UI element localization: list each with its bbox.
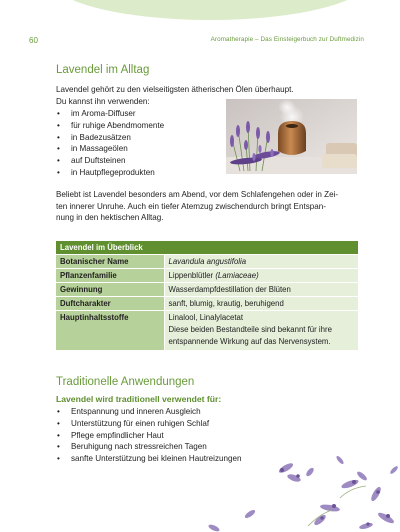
photo-illustration bbox=[226, 99, 357, 174]
list-item: • in Massageölen bbox=[56, 143, 164, 155]
list-item: • auf Duftsteinen bbox=[56, 155, 164, 167]
section-title-lavendel-im-alltag: Lavendel im Alltag bbox=[56, 64, 150, 76]
lavender-diffuser-photo bbox=[226, 99, 357, 174]
table-value: Wasserdampfdestillation der Blüten bbox=[164, 283, 358, 297]
table-row bbox=[56, 297, 358, 311]
intro-line-2: Du kannst ihn verwenden: bbox=[56, 96, 150, 106]
lavender-overview-table bbox=[56, 241, 358, 351]
paragraph-line: nung in den hektischen Alltag. bbox=[56, 213, 164, 223]
table-row bbox=[56, 269, 358, 283]
list-item: • in Badezusätzen bbox=[56, 132, 164, 144]
table-row bbox=[56, 283, 358, 297]
value-line: Diese beiden Bestandteile sind bekannt für ihre bbox=[168, 325, 332, 334]
lavender-blossoms-decoration bbox=[190, 448, 400, 532]
top-decorative-arc bbox=[50, 0, 370, 20]
table-row bbox=[56, 311, 358, 351]
uses-list bbox=[56, 108, 164, 179]
table-value: sanft, blumig, krautig, beruhigend bbox=[164, 297, 358, 311]
table-row bbox=[56, 255, 358, 269]
list-item: • für ruhige Abendmomente bbox=[56, 120, 164, 132]
traditional-uses-subhead: Lavendel wird traditionell verwendet für: bbox=[56, 394, 222, 404]
list-item: • sanfte Unterstützung bei kleinen Hautreizungen bbox=[56, 453, 242, 465]
table-key: Botanischer Name bbox=[56, 255, 164, 269]
family-latin: (Lamiaceae) bbox=[215, 271, 259, 280]
paragraph-line: Beliebt ist Lavendel besonders am Abend, vor dem Schlafengehen oder in Zei- bbox=[56, 190, 339, 199]
page-number: 60 bbox=[29, 36, 38, 45]
blossoms-illustration bbox=[190, 448, 400, 532]
list-item: • Beruhigung nach stressreichen Tagen bbox=[56, 441, 242, 453]
list-item: • Pflege empfindlicher Haut bbox=[56, 430, 242, 442]
table-key: Hauptinhaltsstoffe bbox=[56, 311, 164, 351]
table-key: Pflanzenfamilie bbox=[56, 269, 164, 283]
list-item: • im Aroma-Diffuser bbox=[56, 108, 164, 120]
evening-paragraph bbox=[56, 189, 338, 224]
paragraph-line: ten innerer Unruhe. Auch ein tiefer Atemzug zwischendurch bringt Entspan- bbox=[56, 201, 326, 211]
value-line: entspannende Wirkung auf das Nervensystem. bbox=[168, 337, 331, 346]
table-header: Lavendel im Überblick bbox=[56, 241, 358, 255]
section-title-traditionelle-anwendungen: Traditionelle Anwendungen bbox=[56, 376, 195, 388]
table-value: Lavandula angustifolia bbox=[164, 255, 358, 269]
table-header-row bbox=[56, 241, 358, 255]
table-value bbox=[164, 269, 358, 283]
table-value bbox=[164, 311, 358, 351]
intro-line-1: Lavendel gehört zu den vielseitigsten ätherischen Ölen überhaupt. bbox=[56, 85, 294, 94]
table-key: Duftcharakter bbox=[56, 297, 164, 311]
table-key: Gewinnung bbox=[56, 283, 164, 297]
list-item: • in Hautpflegeprodukten bbox=[56, 167, 164, 179]
value-line: Linalool, Linalylacetat bbox=[168, 313, 244, 322]
list-item: • Unterstützung für einen ruhigen Schlaf bbox=[56, 418, 242, 430]
running-header: Aromatherapie – Das Einsteigerbuch zur Duftmedizin bbox=[210, 36, 364, 43]
list-item: • Entspannung und inneren Ausgleich bbox=[56, 406, 242, 418]
family-name: Lippenblütler bbox=[168, 271, 214, 280]
